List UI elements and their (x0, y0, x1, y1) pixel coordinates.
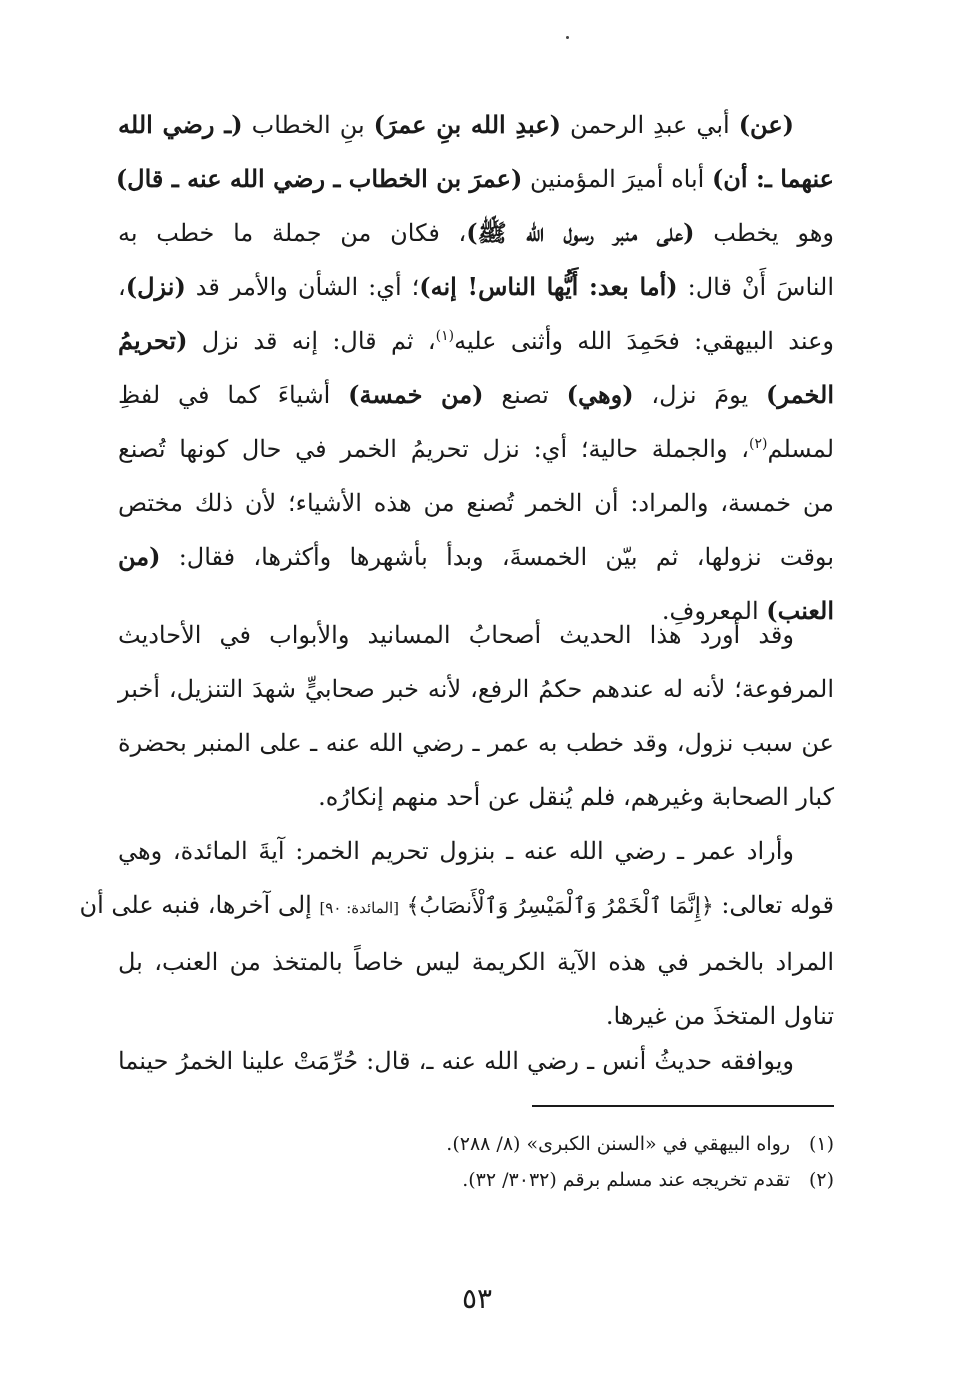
footnotes (118, 1126, 834, 1198)
text-line: ويوافقه حديثُ أنس ـ رضي الله عنه ـ، قال: حُرِّمَتْ علينا الخمرُ حينما (118, 1047, 794, 1075)
text-line: الخمر) يومَ نزل، (وهي) تصنع (من خمسة) أشياءَ كما في لفظِ (118, 380, 834, 409)
text-line: من خمسة، والمراد: أن الخمر تُصنع من هذه الأشياء؛ لأن ذلك مختص (118, 489, 834, 517)
text-line: وعند البيهقي: فحَمِدَ الله وأثنى عليه$^{(١)}$، ثم قال: إنه قد نزل (تحريمُ (118, 326, 834, 355)
footnote-text: تقدم تخريجه عند مسلم برقم (٣٠٣٢/ ٣٢). (462, 1169, 790, 1191)
text-line: وأراد عمر ـ رضي الله عنه ـ بنزول تحريم الخمر: آيةَ المائدة، وهي (118, 837, 794, 865)
paragraph-3 (79, 824, 834, 1043)
footnote-number: (٢) (808, 1169, 834, 1191)
text-line: وقد أورد هذا الحديث أصحابُ المسانيد والأبواب في الأحاديث (118, 621, 794, 649)
paragraph-1 (115, 98, 835, 638)
text-line: تناول المتخذَ من غيرها. (605, 1002, 834, 1030)
text-line: العنب) المعروفِ. (661, 596, 834, 625)
text-line: عنهما ـ: أن) أباه أميرَ المؤمنين (عمرَ بن الخطاب ـ رضي الله عنه ـ قال) (115, 164, 834, 193)
text-line: عن سبب نزول، وقد خطب به عمر ـ رضي الله عنه ـ على المنبر بحضرة (118, 729, 834, 757)
scan-speck (566, 36, 569, 39)
footnote-separator (532, 1105, 834, 1107)
text-line: المرفوعة؛ لأنه له عندهم حكمُ الرفع، لأنه خبر صحابيٍّ شهدَ التنزيل، أخبر (118, 675, 834, 703)
text-line: المراد بالخمر في هذه الآية الكريمة ليس خاصاً بالمتخذ من العنب، بل (118, 948, 834, 976)
text-line: قوله تعالى: ﴿إِنَّمَا ٱلْخَمْرُ وَٱلْمَيْسِرُ وَٱلْأَنصَابُ﴾ [المائدة: ٩٠] إلى آخرها، فنبه على أن (79, 891, 834, 919)
text-line: وهو يخطب (على منبر رسول الله ﷺ)، فكان من جملة ما خطب به (118, 218, 835, 247)
text-line: لمسلم$^{(٢)}$، والجملة حالية؛ أي: نزل تحريمُ الخمر في حال كونها تُصنع (118, 435, 834, 463)
text-line: كبار الصحابة وغيرهم، فلم يُنقل عن أحد منهم إنكارُه. (318, 783, 834, 811)
paragraph-2 (118, 608, 834, 824)
text-line: الناسَ أَنْ قال: (أما بعد: أَيُّها الناس! إنه)؛ أي: الشأن والأمر قد (نزل)، (118, 272, 834, 301)
paragraph-4 (118, 1034, 834, 1088)
page-number: ٥٣ (461, 1282, 493, 1315)
footnote-text: رواه البيهقي في «السنن الكبرى» (٨/ ٢٨٨). (446, 1133, 790, 1155)
footnote-1 (118, 1126, 834, 1162)
footnote-number: (١) (808, 1133, 834, 1155)
text-line: (عن) أبي عبدِ الرحمن (عبدِ الله بنِ عمرَ) بنِ الخطاب (ـ رضي الله (118, 110, 794, 139)
text-line: بوقت نزولها، ثم بيّن الخمسةَ، وبدأ بأشهرها وأكثرها، فقال: (من (118, 542, 834, 571)
footnote-2 (118, 1162, 834, 1198)
